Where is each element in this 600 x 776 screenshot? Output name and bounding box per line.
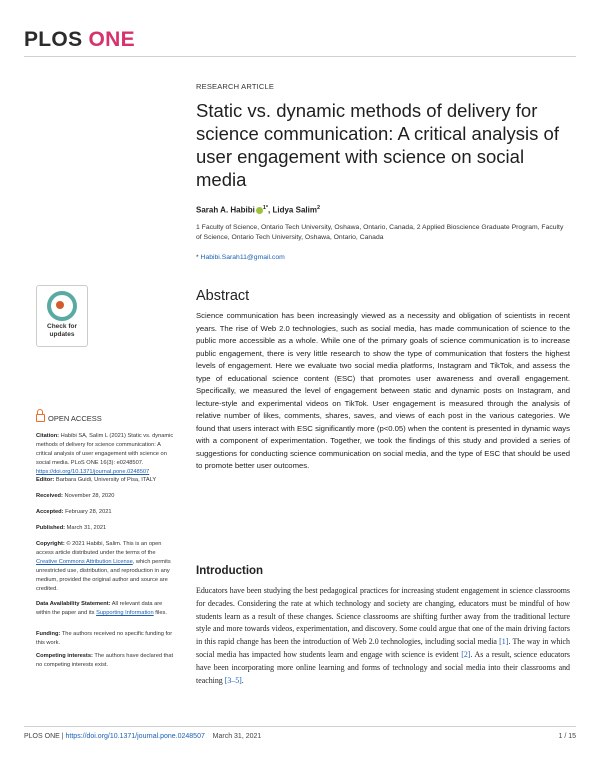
received-label: Received: [36,493,63,499]
accepted-label: Accepted: [36,509,64,515]
open-access-text: OPEN ACCESS [48,414,102,423]
editor-block [36,476,176,485]
copyright-label: Copyright: [36,541,65,547]
email-link[interactable]: Habibi.Sarah11@gmail.com [200,254,285,261]
footer-doi-link[interactable]: https://doi.org/10.1371/journal.pone.0248507 [65,733,205,740]
copyright-block [36,540,176,594]
accepted-text: February 28, 2021 [63,509,112,515]
article-type: RESEARCH ARTICLE [196,82,275,91]
article-title: Static vs. dynamic methods of delivery for science communication: A critical analysis of user engagement with science on social media [196,100,559,190]
citation-text: Habibi SA, Salim L (2021) Static vs. dynamic methods of delivery for science communication: A critical analysis of user engagement with science on social media. PLoS ONE 16(3): e0248507. [36,433,174,466]
check-for-updates-badge[interactable] [36,285,88,347]
footer-rule [24,726,576,727]
abstract-heading: Abstract [196,288,250,304]
footer-separator: | [59,733,66,740]
editor-label: Editor: [36,477,55,483]
journal-logo[interactable] [24,28,135,52]
author-separator: , [268,205,273,215]
author-name[interactable]: Lidya Salim [272,205,317,215]
affiliations: 1 Faculty of Science, Ontario Tech University, Oshawa, Ontario, Canada, 2 Applied Bioscience Graduate Program, Faculty of Science, Ontario Tech University, Oshawa, Ontario, Canada [196,224,564,241]
intro-part-2: . The way in which social media has impacted how students learn and engage with science is evident [196,637,570,659]
reference-link[interactable]: [1] [499,637,509,647]
introduction-heading: Introduction [196,565,264,577]
author-sup: 2 [316,205,321,211]
received-text: November 28, 2020 [62,493,115,499]
editor-text: Barbara Guidi, University of Pisa, ITALY [54,477,157,483]
published-block [36,524,176,533]
citation-label: Citation: [36,433,60,439]
intro-part-1: Educators have been studying the best pedagogical practices for increasing student engagement in science classrooms for decades. Considering the rate at which technology and society are changing, educators must be mindful of how students learn as a result of these changes. Science classrooms are shifting further away from the traditional lecture style and more towards videos, experimentation, and discovery. Some could argue that one of the main driving factors in this rapid change has been the introduction of Web 2.0 technologies, including social media [196,586,570,647]
competing-label: Competing interests: [36,653,93,659]
license-link[interactable]: Creative Commons Attribution License [36,559,133,565]
footer-journal: PLOS ONE [24,733,60,740]
received-block [36,492,176,501]
data-availability-block [36,600,176,618]
accepted-block [36,508,176,517]
competing-text: The authors have declared that no competing interests exist. [36,653,174,668]
page-footer [24,733,261,740]
footer-date: March 31, 2021 [212,733,262,740]
funding-text: The authors received no specific funding for this work. [36,631,173,646]
published-text: March 31, 2021 [65,525,107,531]
corresponding-email [196,254,285,261]
data-label: Data Availability Statement: [36,601,111,607]
reference-link[interactable]: [3–5] [224,675,242,685]
reference-link[interactable]: [2] [461,649,471,659]
funding-block [36,630,176,648]
data-text-2: files. [153,610,167,616]
abstract-text: Science communication has been increasingly viewed as a necessity and obligation of scientists in recent years. The rise of Web 2.0 technologies, such as social media, has made communication of science to the public more accessible as a whole. While one of the primary goals of science communication is to increase public engagement, there is very little research to show the type of communication that fosters the highest levels of engagement. Here we evaluate two social media platforms, Instagram and TikTok, and assess the type of educational science content (ESC) that promotes user awareness and overall engagement. Specifically, we measured the level of engagement between static and dynamic posts on Instagram, and lecture-style and experimental videos on TikTok. User engagement is measured through the analysis of relative number of likes, comments, shares, saves, and views of each post in the various categories. We found that users interact with ESC significantly more (p<0.05) when the content is presented in dynamic ways with a component of experimentation. Together, we took the findings of this study and provided a series of suggestions for conducting science communication on social media, and the type of ESC that should be used to promote better user outcomes. [196,311,570,470]
logo-one: ONE [88,28,135,51]
copyright-text-1: © 2021 Habibi, Salim. This is an open access article distributed under the terms of the [36,541,162,556]
open-lock-icon [36,414,45,422]
intro-part-4: . [241,675,244,685]
open-access-label [36,414,102,423]
data-text-1: All relevant data are within the paper and its [36,601,163,616]
author-sup: 1* [262,205,269,211]
introduction-text [196,585,570,687]
published-label: Published: [36,525,66,531]
logo-plos: PLOS [24,28,83,51]
author-list [196,205,320,215]
header-rule [24,56,576,57]
competing-interests-block [36,652,176,670]
author-name[interactable]: Sarah A. Habibi [196,205,255,215]
updates-icon [47,291,77,321]
citation-block [36,432,176,477]
copyright-text-2: , which permits unrestricted use, distribution, and reproduction in any medium, provided the original author and source are credited. [36,559,171,592]
email-star: * [196,254,201,261]
orcid-icon[interactable] [256,207,263,214]
citation-doi-link[interactable]: https://doi.org/10.1371/journal.pone.0248507 [36,469,150,475]
check-line-1: Check for [47,323,77,330]
supporting-info-link[interactable]: Supporting Information [96,610,154,616]
intro-part-3: . As a result, science educators have been incorporating more online learning and forms of technology and social media into their classrooms and teaching [196,649,570,685]
page-number: 1 / 15 [558,733,576,740]
funding-label: Funding: [36,631,61,637]
check-line-2: updates [49,330,75,338]
